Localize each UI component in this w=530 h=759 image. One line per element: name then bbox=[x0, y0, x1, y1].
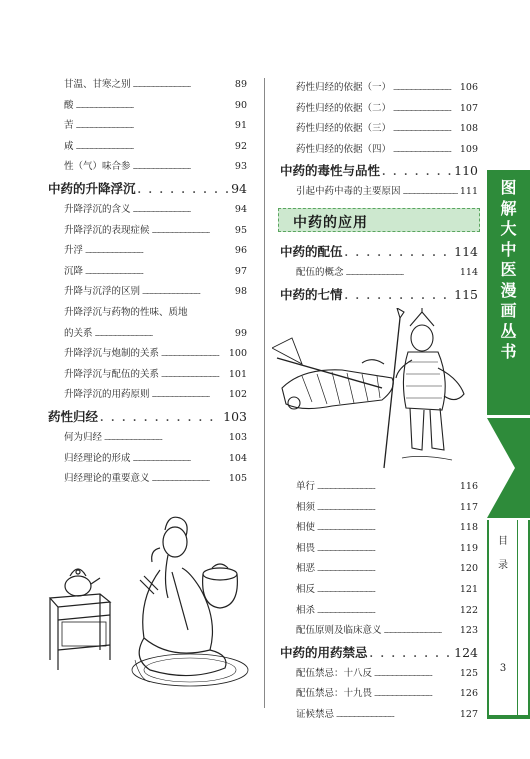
toc-entry-page: 92 bbox=[234, 140, 247, 152]
toc-chapter-entry[interactable] bbox=[280, 241, 478, 263]
toc-entry-label: 配伍禁忌：十九畏 bbox=[296, 688, 373, 700]
toc-entry[interactable] bbox=[296, 621, 478, 641]
toc-entry-page: 104 bbox=[228, 452, 247, 464]
dot-leader bbox=[345, 286, 453, 308]
toc-entry-page: 98 bbox=[234, 286, 247, 298]
series-title-char: 中 bbox=[500, 239, 517, 259]
scholar-brewing-illustration bbox=[40, 510, 255, 695]
dot-leader bbox=[152, 386, 227, 406]
toc-entry-label: 升浮 bbox=[64, 245, 84, 257]
toc-entry-page: 95 bbox=[234, 224, 247, 236]
toc-entry-page: 94 bbox=[231, 181, 247, 196]
toc-entry: 升降浮沉与药物的性味、质地 bbox=[64, 307, 188, 318]
toc-entry-page: 121 bbox=[459, 584, 478, 595]
dot-leader bbox=[161, 345, 227, 365]
toc-entry-label: 中药的升降浮沉 bbox=[48, 181, 136, 196]
warrior-illustration bbox=[272, 308, 477, 478]
series-title bbox=[487, 178, 530, 363]
toc-entry-page: 102 bbox=[228, 389, 247, 401]
toc-entry-page: 115 bbox=[454, 286, 478, 302]
toc-entry[interactable] bbox=[64, 157, 247, 177]
toc-entry-label: 相恶 bbox=[296, 563, 316, 575]
dot-leader bbox=[85, 263, 233, 283]
dot-leader bbox=[152, 470, 227, 490]
toc-entry-label: 药性归经的依据（四） bbox=[296, 143, 392, 155]
toc-entry-label: 相使 bbox=[296, 522, 316, 534]
dot-leader bbox=[374, 685, 458, 705]
toc-entry-label: 引起中药中毒的主要原因 bbox=[296, 186, 401, 198]
series-title-band bbox=[487, 170, 530, 415]
dot-leader bbox=[336, 706, 458, 726]
toc-entry-page: 94 bbox=[234, 204, 247, 215]
toc-entry-label: 证候禁忌 bbox=[296, 709, 335, 720]
toc-entry-label: 升降浮沉与配伍的关系 bbox=[64, 368, 160, 380]
dot-leader bbox=[346, 264, 458, 284]
toc-entry-label: 相反 bbox=[296, 584, 316, 595]
toc-entry[interactable] bbox=[64, 75, 247, 95]
toc-entry-page: 116 bbox=[459, 481, 478, 492]
toc-entry[interactable] bbox=[64, 200, 247, 220]
dot-leader bbox=[161, 366, 227, 386]
tab-bottom-bar bbox=[487, 715, 530, 719]
toc-entry[interactable] bbox=[64, 96, 247, 116]
toc-entry-label: 升降浮沉的用药原则 bbox=[64, 389, 150, 401]
toc-entry-label: 升降与沉浮的区别 bbox=[64, 286, 141, 298]
dot-leader bbox=[104, 429, 227, 449]
toc-entry-page: 114 bbox=[459, 267, 478, 278]
toc-entry-page: 110 bbox=[454, 163, 478, 179]
dot-leader bbox=[133, 201, 233, 221]
toc-entry-page: 123 bbox=[459, 625, 478, 637]
dot-leader bbox=[370, 644, 453, 666]
dot-leader bbox=[393, 120, 458, 140]
series-title-char: 漫 bbox=[500, 280, 517, 300]
dot-leader bbox=[95, 325, 233, 345]
toc-entry-label: 配伍的概念 bbox=[296, 267, 344, 278]
toc-chapter-entry[interactable] bbox=[48, 178, 247, 200]
toc-chapter-entry[interactable] bbox=[280, 160, 478, 182]
section-heading-box bbox=[278, 208, 480, 232]
toc-entry[interactable] bbox=[64, 241, 247, 261]
toc-entry[interactable] bbox=[296, 99, 478, 119]
toc-entry-page: 91 bbox=[234, 120, 247, 132]
page-number: 3 bbox=[499, 663, 507, 674]
tab-notch-cut bbox=[487, 418, 515, 518]
toc-entry-label: 相畏 bbox=[296, 542, 316, 554]
dot-leader bbox=[85, 242, 233, 262]
dot-leader bbox=[382, 162, 452, 184]
dot-leader bbox=[76, 117, 233, 137]
toc-entry-label: 相杀 bbox=[296, 604, 316, 616]
toc-entry-page: 89 bbox=[234, 79, 247, 90]
toc-entry-page: 99 bbox=[234, 327, 247, 339]
toc-entry-label: 何为归经 bbox=[64, 432, 103, 443]
dot-leader bbox=[403, 183, 458, 203]
toc-chapter-entry[interactable] bbox=[48, 406, 247, 428]
dot-leader bbox=[133, 76, 233, 96]
toc-entry-page: 126 bbox=[459, 688, 478, 700]
dot-leader bbox=[393, 100, 458, 120]
dot-leader bbox=[76, 138, 233, 158]
toc-entry[interactable] bbox=[296, 580, 478, 600]
tab-vline bbox=[517, 520, 518, 715]
toc-entry[interactable] bbox=[296, 705, 478, 725]
toc-entry[interactable] bbox=[64, 324, 247, 344]
toc-entry-label: 中药的配伍 bbox=[280, 244, 343, 259]
toc-entry-page: 118 bbox=[459, 522, 478, 534]
toc-entry-label: 苦 bbox=[64, 120, 74, 132]
toc-entry-page: 101 bbox=[228, 368, 247, 380]
toc-entry-label: 甘温、甘寒之别 bbox=[64, 79, 131, 90]
section-heading: 中药的应用 bbox=[293, 215, 368, 231]
toc-entry[interactable] bbox=[296, 539, 478, 559]
tab-notch bbox=[487, 418, 530, 518]
series-title-char: 画 bbox=[500, 301, 517, 320]
toc-entry-page: 114 bbox=[454, 244, 478, 259]
toc-entry-label: 的关系 bbox=[64, 327, 93, 339]
toc-entry[interactable] bbox=[296, 477, 478, 497]
toc-entry[interactable] bbox=[64, 282, 247, 302]
toc-entry-label: 性（气）味合参 bbox=[64, 161, 131, 173]
dot-leader bbox=[317, 560, 458, 580]
toc-entry[interactable] bbox=[296, 498, 478, 518]
toc-entry[interactable] bbox=[296, 664, 478, 684]
toc-entry[interactable] bbox=[64, 385, 247, 405]
toc-entry[interactable] bbox=[296, 140, 478, 160]
toc-entry-label: 药性归经的依据（一） bbox=[296, 82, 392, 93]
toc-entry-page: 100 bbox=[228, 348, 247, 360]
toc-entry-label: 咸 bbox=[64, 140, 74, 152]
toc-entry-page: 103 bbox=[228, 432, 247, 443]
toc-entry-label: 药性归经 bbox=[48, 409, 99, 424]
toc-entry-label: 中药的毒性与品性 bbox=[280, 163, 381, 179]
toc-entry-label: 升降浮沉的含义 bbox=[64, 204, 131, 215]
toc-entry-page: 90 bbox=[234, 99, 247, 111]
toc-entry-label: 沉降 bbox=[64, 265, 84, 277]
dot-leader bbox=[317, 540, 458, 560]
toc-entry-label: 酸 bbox=[64, 99, 74, 111]
toc-entry[interactable] bbox=[296, 518, 478, 538]
toc-entry-label: 相须 bbox=[296, 501, 316, 513]
series-title-char: 图 bbox=[500, 178, 517, 197]
toc-entry-page: 103 bbox=[223, 409, 247, 424]
toc-entry[interactable] bbox=[64, 137, 247, 157]
toc-entry[interactable] bbox=[64, 449, 247, 469]
toc-entry-label: 归经理论的形成 bbox=[64, 452, 131, 464]
toc-entry-page: 96 bbox=[234, 245, 247, 257]
toc-entry[interactable] bbox=[64, 344, 247, 364]
dot-leader bbox=[138, 180, 230, 202]
toc-entry[interactable] bbox=[296, 182, 478, 202]
series-title-char: 大 bbox=[500, 219, 517, 238]
toc-entry[interactable] bbox=[64, 221, 247, 241]
toc-entry-page: 111 bbox=[459, 186, 478, 198]
side-tab bbox=[487, 170, 530, 715]
toc-entry-page: 108 bbox=[459, 123, 478, 135]
dot-leader bbox=[142, 283, 233, 303]
section-label-char: 录 bbox=[498, 560, 508, 571]
dot-leader bbox=[384, 622, 458, 642]
toc-entry-page: 124 bbox=[454, 644, 478, 660]
toc-entry-page: 97 bbox=[234, 265, 247, 277]
toc-entry-page: 119 bbox=[459, 542, 478, 554]
dot-leader bbox=[317, 478, 458, 498]
toc-entry[interactable] bbox=[296, 684, 478, 704]
column-divider bbox=[264, 78, 265, 708]
toc-entry[interactable] bbox=[296, 78, 478, 98]
dot-leader bbox=[76, 97, 233, 117]
toc-entry-page: 93 bbox=[234, 161, 247, 173]
dot-leader bbox=[393, 79, 458, 99]
toc-entry-page: 106 bbox=[459, 82, 478, 93]
section-tab-box bbox=[487, 520, 530, 715]
dot-leader bbox=[317, 519, 458, 539]
dot-leader bbox=[317, 602, 458, 622]
dot-leader bbox=[133, 450, 227, 470]
dot-leader bbox=[317, 499, 458, 519]
toc-entry-label: 升降浮沉的表现症候 bbox=[64, 224, 150, 236]
section-label-char: 目 bbox=[498, 536, 508, 547]
toc-entry-page: 127 bbox=[459, 709, 478, 720]
toc-entry-page: 107 bbox=[459, 102, 478, 114]
dot-leader bbox=[152, 222, 233, 242]
toc-entry[interactable] bbox=[296, 263, 478, 283]
toc-entry[interactable] bbox=[64, 116, 247, 136]
toc-entry[interactable] bbox=[64, 428, 247, 448]
toc-entry-label: 配伍原则及临床意义 bbox=[296, 625, 382, 637]
toc-entry-label: 药性归经的依据（二） bbox=[296, 102, 392, 114]
toc-entry-label: 单行 bbox=[296, 481, 316, 492]
dot-leader bbox=[374, 665, 458, 685]
section-label bbox=[495, 534, 511, 582]
toc-entry-page: 109 bbox=[459, 143, 478, 155]
toc-entry-label: 归经理论的重要意义 bbox=[64, 473, 150, 485]
series-title-char: 书 bbox=[500, 342, 517, 361]
toc-entry[interactable] bbox=[64, 469, 247, 489]
toc-entry-label: 中药的用药禁忌 bbox=[280, 644, 368, 660]
toc-entry-page: 117 bbox=[459, 501, 478, 513]
toc-entry[interactable] bbox=[296, 601, 478, 621]
toc-entry-page: 122 bbox=[459, 604, 478, 616]
toc-entry-label: 升降浮沉与炮制的关系 bbox=[64, 348, 160, 360]
toc-entry-page: 120 bbox=[459, 563, 478, 575]
series-title-char: 医 bbox=[500, 260, 517, 279]
toc-entry-label: 配伍禁忌：十八反 bbox=[296, 667, 373, 679]
dot-leader bbox=[133, 158, 233, 178]
dot-leader bbox=[345, 243, 453, 265]
toc-entry-label: 药性归经的依据（三） bbox=[296, 123, 392, 135]
toc-entry-page: 125 bbox=[459, 667, 478, 679]
dot-leader bbox=[393, 141, 458, 161]
series-title-char: 丛 bbox=[500, 321, 517, 341]
toc-chapter-entry[interactable] bbox=[280, 642, 478, 664]
toc-entry-page: 105 bbox=[228, 473, 247, 485]
toc-chapter-entry[interactable] bbox=[280, 284, 478, 306]
dot-leader bbox=[100, 408, 221, 430]
toc-entry-label: 中药的七情 bbox=[280, 286, 343, 302]
series-title-char: 解 bbox=[500, 198, 517, 218]
toc-entry[interactable] bbox=[296, 119, 478, 139]
toc-entry[interactable] bbox=[64, 365, 247, 385]
toc-entry[interactable] bbox=[296, 559, 478, 579]
dot-leader bbox=[317, 581, 458, 601]
toc-entry[interactable] bbox=[64, 262, 247, 282]
